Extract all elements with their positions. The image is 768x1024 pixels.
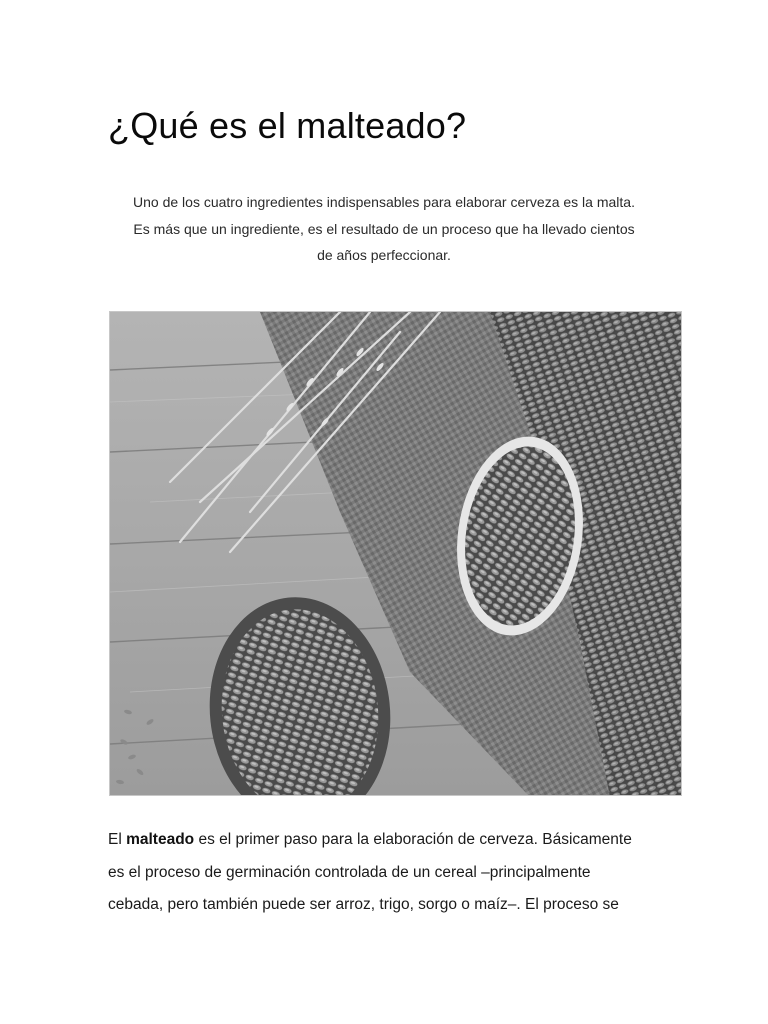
intro-paragraph <box>100 189 668 269</box>
body-line <box>108 824 668 857</box>
body-line: es el proceso de germinación controlada de un cereal –principalmente <box>108 863 591 881</box>
intro-line: Es más que un ingrediente, es el resultado de un proceso que ha llevado cientos <box>133 220 635 237</box>
body-paragraph <box>108 824 668 922</box>
body-line: cebada, pero también puede ser arroz, trigo, sorgo o maíz–. El proceso se <box>108 896 619 913</box>
body-text-segment: es el primer paso para la elaboración de cerveza. Básicamente <box>194 831 632 848</box>
body-text-segment: El <box>108 831 127 848</box>
page-title: ¿Qué es el malteado? <box>108 105 467 146</box>
intro-line: Uno de los cuatro ingredientes indispensables para elaborar cerveza es la malta. <box>133 194 635 210</box>
intro-line: de años perfeccionar. <box>317 247 451 263</box>
malt-grains-photo <box>109 311 682 796</box>
bold-term: malteado <box>126 831 195 848</box>
